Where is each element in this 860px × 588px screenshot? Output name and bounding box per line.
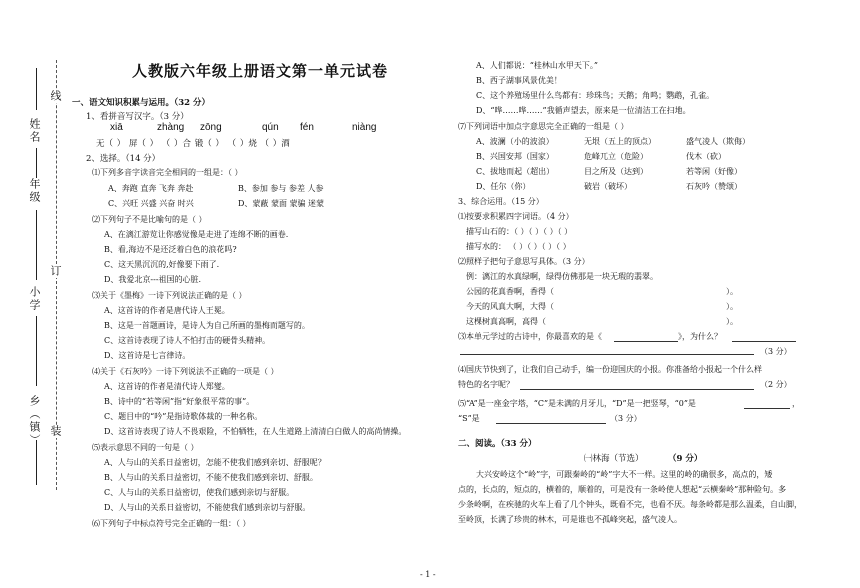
q3-1-mountain-blanks[interactable]: 描写山石的：（ ）（ ）（ ）（ ） [466,227,573,236]
q2-7-c-3: 若等闲（好像） [686,167,742,176]
q2-1-option-c[interactable]: C、兴旺 兴盛 兴奋 时兴 [108,199,194,208]
q3-5-line1-end: ， [792,399,800,408]
q3-5-score: （3 分） [610,414,642,423]
q2-7-b-2: 危峰兀立（危险） [584,152,648,161]
q3-2-example: 例：漓江的水真绿啊，绿得仿佛那是一块无瑕的翡翠。 [466,272,658,281]
town-blank-line[interactable] [36,316,37,386]
town-label: 乡（镇） [28,395,41,447]
page-title: 人教版六年级上册语文第一单元试卷 [132,62,389,80]
q2-7-a-2: 无垠（五上的顶点） [584,137,656,146]
q2-7-b-3: 伐木（砍） [686,152,726,161]
q2-6-option-c[interactable]: C、这个养殖场里什么鸟都有：珍珠鸟；天鹅；角鸣；鹦鹉，孔雀。 [476,91,715,100]
name-blank-line[interactable] [36,68,37,110]
q2-5-prompt: ⑸表示意思不同的一句是（ ） [92,443,199,452]
q2-1-prompt: ⑴下列多音字读音完全相同的一组是：（ ） [92,168,243,177]
q2-7-a-3: 盛气凌人（欺侮） [686,137,750,146]
q3-4-score: （2 分） [760,380,792,389]
q2-1-option-b[interactable]: B、参加 参与 参差 人参 [238,184,324,193]
q3-3-answer-blank-2[interactable] [460,354,754,355]
passage-line-2: 点的，长点的，短点的，横着的，顺着的，可是没有一条岭使人想起“云横秦岭”那种险句。多 [458,485,787,494]
q2-3-option-b[interactable]: B、这是一首题画诗，是诗人为自己所画的墨梅而题写的。 [104,321,310,330]
q2-7-a-1[interactable]: A、波澜（小的波浪） [476,137,554,146]
q3-prompt: 3、综合运用。（15 分） [458,197,544,206]
q2-6-option-d[interactable]: D、“哗……哗……”我循声望去，原来是一位清洁工在扫地。 [476,106,691,115]
passage-line-1: 大兴安岭这个“岭”字，可跟秦岭的“岭”字大不一样。这里的岭的确很多，高点的，矮 [476,470,773,479]
q2-5-option-a[interactable]: A、人与山的关系日益密切，怎能不使我们感到亲切、舒服呢？ [104,458,326,467]
q2-5-option-d[interactable]: D、人与山的关系日益密切，不能使我们感到亲切与舒服。 [104,503,311,512]
passage-line-3: 少条岭啊，在疾驰的火车上看了几个钟头，既看不完，也看不厌。每条岭都是那么温柔，自山脚， [458,500,802,509]
q2-6-option-b[interactable]: B、西子湖事风景优美！ [476,76,562,85]
q2-4-option-d[interactable]: D、这首诗表现了诗人不畏艰险，不怕牺牲，在人生道路上清清白白做人的高尚情操。 [104,427,407,436]
q3-5-blank-s[interactable] [496,423,606,424]
q3-5-line1: ⑸“A”是一座金字塔，“C”是未满的月牙儿，“D”是一把竖琴，“0”是 [458,399,696,408]
q2-7-b-1[interactable]: B、兴国安邦（国家） [476,152,554,161]
pinyin-1: xiā [110,122,123,133]
school-blank-line[interactable] [36,210,37,280]
q2-1-option-d[interactable]: D、蒙蔽 蒙面 蒙骗 迷蒙 [238,199,325,208]
q2-1-option-a[interactable]: A、奔跑 直奔 飞奔 奔赴 [108,184,194,193]
q2-4-option-b[interactable]: B、诗中的“若等闲”指“好象很平常的事”。 [104,397,255,406]
q3-4-prompt: ⑷国庆节快到了，让我们自己动手，编一份迎国庆的小报。你准备给小报起一个什么样 [458,365,762,374]
q2-4-prompt: ⑷关于《石灰吟》一诗下列说法不正确的一项是（ ） [92,367,279,376]
extra-blank-line[interactable] [36,440,37,485]
q2-5-option-c[interactable]: C、人与山的关系日益密切，使我们感到亲切与舒服。 [104,488,295,497]
q2-2-prompt: ⑵下列句子不是比喻句的是（ ） [92,215,207,224]
q3-2-b-prefix: 今天的风真大啊，大得（ [466,302,554,311]
q2-4-option-c[interactable]: C、题目中的“吟”是指诗歌体裁的一种名称。 [104,412,263,421]
q2-7-prompt: ⑺下列词语中加点字意思完全正确的一组是（ ） [458,122,629,131]
q3-3-score: （3 分） [760,347,792,356]
passage-line-4: 至岭顶，长满了珍贵的林木，可是谁也不孤峰突起，盛气凌人。 [458,515,682,524]
q2-3-option-a[interactable]: A、这首诗的作者是唐代诗人王冕。 [104,306,230,315]
pinyin-2: zhàng [157,122,185,133]
q3-4-name-blank[interactable] [520,389,754,390]
q2-6-option-a[interactable]: A、人们都说：“桂林山水甲天下。” [476,61,598,70]
q2-7-d-2: 破岩（破坏） [584,182,632,191]
q3-2-a-suffix: ）。 [726,287,738,296]
q2-5-option-b[interactable]: B、人与山的关系日益密切，不能不使我们感到亲切、舒服。 [104,473,318,482]
passage-title: ㈠林海（节选） [584,454,644,464]
q2-2-option-a[interactable]: A、在漓江游览让你感觉像是走进了连绵不断的画卷. [104,230,289,239]
q2-2-option-c[interactable]: C、这天黑沉沉的,好像要下雨了. [104,260,220,269]
q2-2-option-b[interactable]: B、看,海边不是还泛着白色的浪花吗? [104,245,237,254]
q2-7-c-2: 目之所及（达到） [584,167,648,176]
grade-label: 年级 [28,178,41,204]
q3-2-c-suffix: ）。 [726,317,738,326]
q3-1-water-blanks[interactable]: 描写水的： （ ）（ ）（ ）（ ） [466,242,571,251]
bind-mark-zhuang: 装 [49,425,62,438]
q3-5-blank-0[interactable] [744,408,790,409]
q2-7-d-1[interactable]: D、任尔（你） [476,182,531,191]
name-label: 姓名 [28,118,41,144]
q3-2-a-prefix: 公园的花真香啊，香得（ [466,287,554,296]
q3-3-why: 》，为什么？ [678,332,722,341]
q2-2-option-d[interactable]: D、我爱北京---祖国的心脏. [104,275,202,284]
q2-3-option-d[interactable]: D、这首诗是七言律诗。 [104,351,191,360]
pinyin-3: zōng [200,122,222,133]
q3-3-prompt: ⑶本单元学过的古诗中，你最喜欢的是《 [458,332,602,341]
q3-2-b-suffix: ）。 [726,302,738,311]
q3-4-prompt-cont: 特色的名字呢？ [458,380,514,389]
q3-5-line2: “S”是 [458,414,480,423]
q2-7-d-3: 石灰吟（赞颂） [686,182,742,191]
q3-3-answer-blank-1[interactable] [732,341,796,342]
q1-prompt: 1、看拼音写汉字。（3 分） [86,112,189,122]
pinyin-5: fén [300,122,314,133]
section2-heading: 二、阅读。（33 分） [458,439,537,449]
pinyin-6: niàng [352,122,377,133]
q2-7-c-1[interactable]: C、拔地而起（超出） [476,167,555,176]
q2-prompt: 2、选择。（14 分） [86,154,161,164]
q3-2-prompt: ⑵照样子把句子意思写具体。（3 分） [458,257,590,266]
school-label: 小学 [28,286,41,312]
q2-3-prompt: ⑶关于《墨梅》一诗下列说法正确的是（ ） [92,291,247,300]
q3-2-c-prefix: 这棵树真高啊，高得（ [466,317,546,326]
section1-heading: 一、语文知识积累与运用。（32 分） [72,98,211,108]
page-number: - 1 - [420,570,436,579]
passage-score: （9 分） [668,454,703,464]
hanzi-blank-row[interactable]: 无（ ） 屏（ ） （ ）合 锻（ ） （ ）烧 （ ）酒 [96,139,290,149]
q3-3-poem-blank[interactable] [614,341,678,342]
bind-mark-line: 线 [49,90,62,103]
q3-1-prompt: ⑴按要求积累四字词语。（4 分） [458,212,574,221]
grade-blank-line[interactable] [36,148,37,178]
pinyin-4: qún [262,122,279,133]
q2-6-prompt: ⑹下列句子中标点符号完全正确的一组：（ ） [92,519,251,528]
q2-4-option-a[interactable]: A、这首诗的作者是清代诗人郑燮。 [104,382,230,391]
bind-mark-ding: 订 [49,265,62,278]
q2-3-option-c[interactable]: C、这首诗表现了诗人不怕打击的硬骨头精神。 [104,336,271,345]
